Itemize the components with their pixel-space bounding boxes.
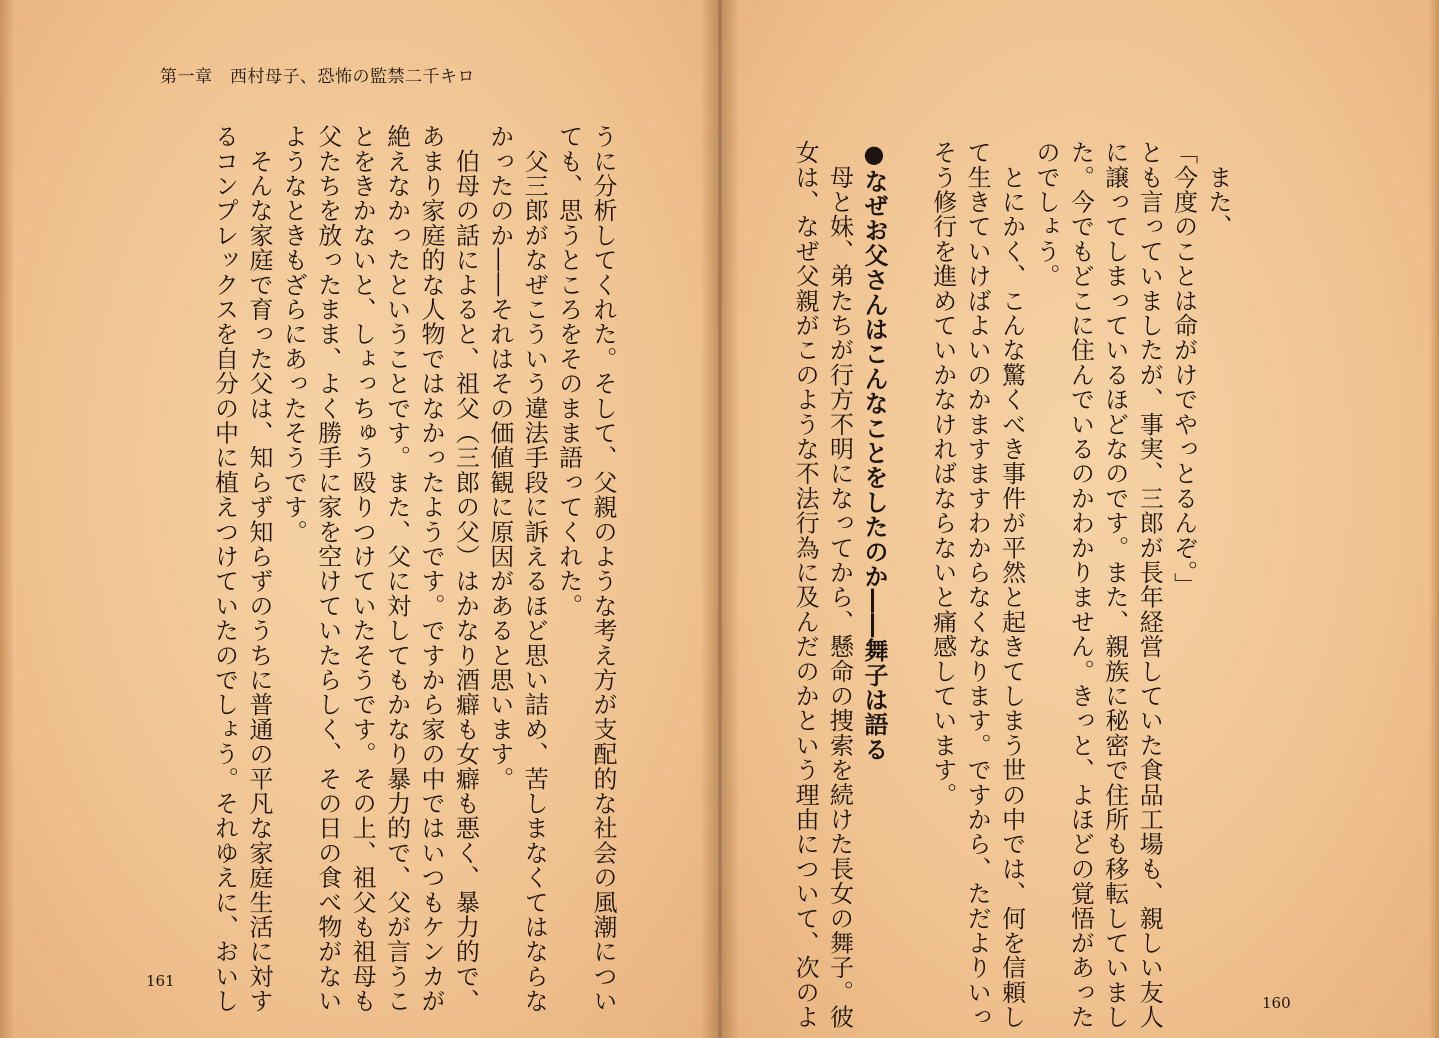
right-page-text [791,140,1235,1030]
text-line: かったのか――それはその価値観に原因があると思います。 [485,124,514,791]
text-line: とをきかないと、しょっちゅう殴りつけていたそうです。その上、祖父も祖母も [348,124,377,1014]
text-line: そう修行を進めていかなければならないと痛感しています。 [928,140,957,807]
text-line: ても、思うところをそのまま語ってくれた。 [554,124,583,618]
page-edge-left [0,0,14,1038]
text-line: のでしょう。 [1031,140,1060,289]
text-line: ようなときもざらにあったそうです。 [279,124,308,544]
text-line: て生きていけばよいのかますますわからなくなります。ですから、ただよりいっ [963,140,992,1030]
text-line: そんな家庭で育った父は、知らず知らずのうちに普通の平凡な家庭生活に対す [244,124,273,1014]
text-line: また、 [1204,140,1232,239]
text-line: とにかく、こんな驚くべき事件が平然と起きてしまう世の中では、何を信頼し [997,140,1026,1030]
text-line [891,140,925,940]
section-heading: ●なぜお父さんはこんなことをしたのか――舞子は語る [859,140,888,762]
text-line: うに分析してくれた。そして、父親のような考え方が支配的な社会の風潮につい [589,124,617,1014]
page-edge-right [1429,0,1439,1038]
page-number-left: 161 [146,972,175,990]
book-gutter [700,0,740,1038]
text-line: た。今でもどこに住んでいるのかわかりません。きっと、よほどの覚悟があった [1066,140,1095,1030]
text-line: 「今度のことは命がけでやっとるんぞ。」 [1169,140,1198,598]
text-line: 父三郎がなぜこういう違法手段に訴えるほど思い詰め、苦しまなくてはならな [520,124,549,1014]
text-line: に譲ってしまっているほどなのです。また、親族に秘密で住所も移転していまし [1100,140,1129,1030]
text-line: るコンプレックスを自分の中に植えつけていたのでしょう。それゆえに、おいし [210,124,239,1014]
running-head: 第一章 西村母子、恐怖の監禁二千キロ [160,67,475,87]
page-number-right: 160 [1262,994,1291,1012]
text-line: 絶えなかったということです。また、父に対してもかなり暴力的で、父が言うこ [382,124,411,1014]
text-line: とも言っていましたが、事実、三郎が長年経営していた食品工場も、親しい友人 [1135,140,1164,1030]
text-line: 伯母の話によると、祖父（三郎の父）はかなり酒癖も女癖も悪く、暴力的で、 [451,124,480,1014]
text-line: 母と妹、弟たちが行方不明になってから、懸命の捜索を続けた長女の舞子。彼 [825,140,854,1030]
text-line: 父たちを放ったまま、よく勝手に家を空けていたらしく、その日の食べ物がない [313,124,342,1014]
text-line: 女は、なぜ父親がこのような不法行為に及んだのかという理由について、次のよ [791,140,820,1030]
text-line: あまり家庭的な人物ではなかったようです。ですから家の中ではいつもケンカが [416,124,445,1014]
